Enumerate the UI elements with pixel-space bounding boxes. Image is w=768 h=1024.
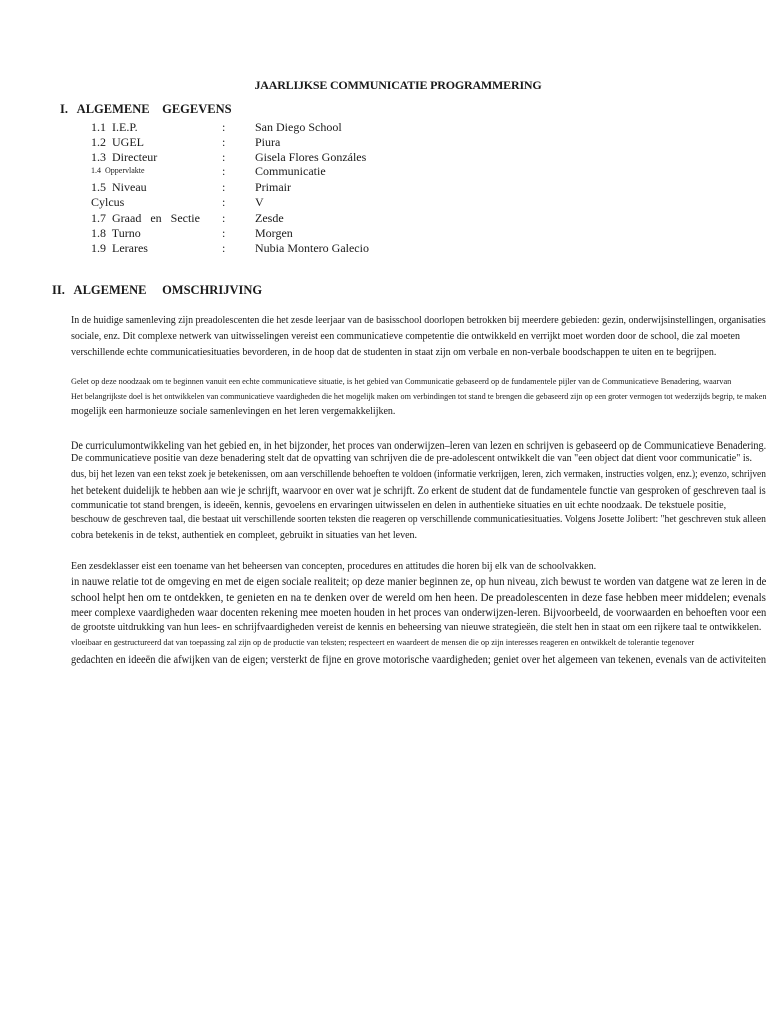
info-colon: : [222,180,226,194]
info-row-cycle [91,195,491,211]
info-label: 1.9 Lerares [91,241,148,255]
paragraph-line: vloeibaar en gestructureerd dat van toepassing zal zijn op de productie van teksten; respecteert en waardeert de mensen die op zijn interesses reageren en ontwikkelt de tolerantie tegenover [71,638,695,647]
info-label: 1.2 UGEL [91,135,144,149]
info-value: Communicatie [255,164,326,178]
paragraph-line: De curriculumontwikkeling van het gebied en, in het bijzonder, het proces van onderwijzen–leren van lezen en schrijven is gebaseerd op de Communicatieve Benadering. [71,438,767,452]
info-label: 1.8 Turno [91,226,141,240]
info-colon: : [222,211,226,225]
paragraph-line: meer complexe vaardigheden waar docenten rekening mee moeten houden in het proces van onderwijzen-leren. Bijvoorbeeld, de voorwaarden en behoeften voor een [71,605,767,619]
section-heading-general-description: II. ALGEMENE OMSCHRIJVING [52,283,263,297]
info-colon: : [222,135,226,149]
paragraph-line: de grootste uitdrukking van hun lees- en schrijfvaardigheden vereist de kennis en beheersing van nieuwe strategieën, die stelt hen in staat om een rijkere taal te ontwikkelen. [71,622,762,633]
info-label: 1.5 Niveau [91,180,147,194]
section-heading-general-data: I. ALGEMENE GEGEVENS [60,102,232,116]
info-row-shift [91,226,491,242]
info-colon: : [222,164,226,178]
paragraph-line: school helpt hen om te ontdekken, te genieten en na te denken over de wereld om hen heen. De preadolescenten in deze fase hebben meer middelen; evenals [71,590,767,604]
info-value: Nubia Montero Galecio [255,241,369,255]
paragraph-line: sociale, enz. Dit complexe netwerk van uitwisselingen vereist een communicatieve competentie die ontwikkeld en verrijkt moet worden door de school, die zal moeten [71,331,740,342]
info-label: Cylcus [91,195,125,209]
info-colon: : [222,195,226,209]
paragraph-line: cobra betekenis in de tekst, authentiek en compleet, gebruikt in situaties van het leven. [71,530,418,541]
paragraph-line: In de huidige samenleving zijn preadolescenten die het zesde leerjaar van de basisschool doorlopen betrokken bij meerdere gebieden: gezin, onderwijsinstellingen, organisaties [71,315,766,326]
info-label: 1.7 Graad en Sectie [91,211,200,225]
paragraph-line: beschouw de geschreven taal, die bestaat uit verschillende soorten teksten die reageren op verschillende communicatiesituaties. Volgens Josette Jolibert: "het geschreven stuk alleen [71,514,766,525]
info-row-teacher [91,241,491,257]
info-value: V [255,195,264,209]
info-value: Morgen [255,226,293,240]
document-title: JAARLIJKSE COMMUNICATIE PROGRAMMERING [254,78,542,92]
info-value: Gisela Flores Gonzáles [255,150,367,164]
info-value: San Diego School [255,120,342,134]
paragraph-line: Gelet op deze noodzaak om te beginnen vanuit een echte communicatieve situatie, is het gebied van Communicatie gebaseerd op de fundamentele pijler van de Communicatieve Benadering, waarvan [71,377,732,386]
info-row-area [91,164,491,180]
paragraph-line: Het belangrijkste doel is het ontwikkelen van communicatieve vaardigheden die het mogelijk maken om verbindingen tot stand te brengen die gebaseerd zijn op een groter vermogen tot wederzijds begrip, te maken [71,392,767,401]
paragraph-line: het betekent duidelijk te hebben aan wie je schrijft, waarvoor en over wat je schrijft. Zo erkent de student dat de fundamentele functie van gesproken of geschreven taal is [71,483,766,497]
paragraph-line: mogelijk een harmonieuze sociale samenlevingen en het leren vergemakkelijken. [71,406,396,417]
info-value: Piura [255,135,281,149]
info-label: 1.4 Oppervlakte [91,166,145,175]
paragraph-line: Een zesdeklasser eist een toename van het beheersen van concepten, procedures en attitudes die horen bij elk van de schoolvakken. [71,561,597,572]
info-colon: : [222,150,226,164]
info-label: 1.3 Directeur [91,150,158,164]
paragraph-line: communicatie tot stand brengen, is ideeën, kennis, gevoelens en ervaringen uitwisselen en delen in authentieke situaties en uit echte noodzaak. De tekstuele positie, [71,500,727,511]
paragraph-line: gedachten en ideeën die afwijken van de eigen; versterkt de fijne en grove motorische vaardigheden; geniet over het algemeen van tekenen, evenals van de activiteiten [71,652,767,666]
info-value: Primair [255,180,291,194]
info-colon: : [222,226,226,240]
info-colon: : [222,241,226,255]
paragraph-line: verschillende echte communicatiesituaties bevorderen, in de hoop dat de studenten in staat zijn om verbale en non-verbale boodschappen te uiten en te begrijpen. [71,347,717,358]
info-row-level [91,180,491,196]
paragraph-line: dus, bij het lezen van een tekst zoek je betekenissen, om aan verschillende behoeften te voldoen (informatie verkrijgen, leren, zich vermaken, instructies volgen, enz.); evenzo, schrijven [71,469,766,480]
paragraph-line: De communicatieve positie van deze benadering stelt dat de opvatting van schrijven die de pre-adolescent ontwikkelt die van "een object dat dient voor communicatie" is. [71,453,752,464]
info-row-iep [91,120,491,136]
paragraph-line: in nauwe relatie tot de omgeving en met de eigen sociale realiteit; op deze manier beginnen ze, op hun niveau, zich bewust te worden van datgene wat ze leren in de [71,574,767,588]
info-row-grade-section [91,211,491,227]
info-row-ugel [91,135,491,151]
info-label: 1.1 I.E.P. [91,120,138,134]
info-colon: : [222,120,226,134]
info-value: Zesde [255,211,284,225]
